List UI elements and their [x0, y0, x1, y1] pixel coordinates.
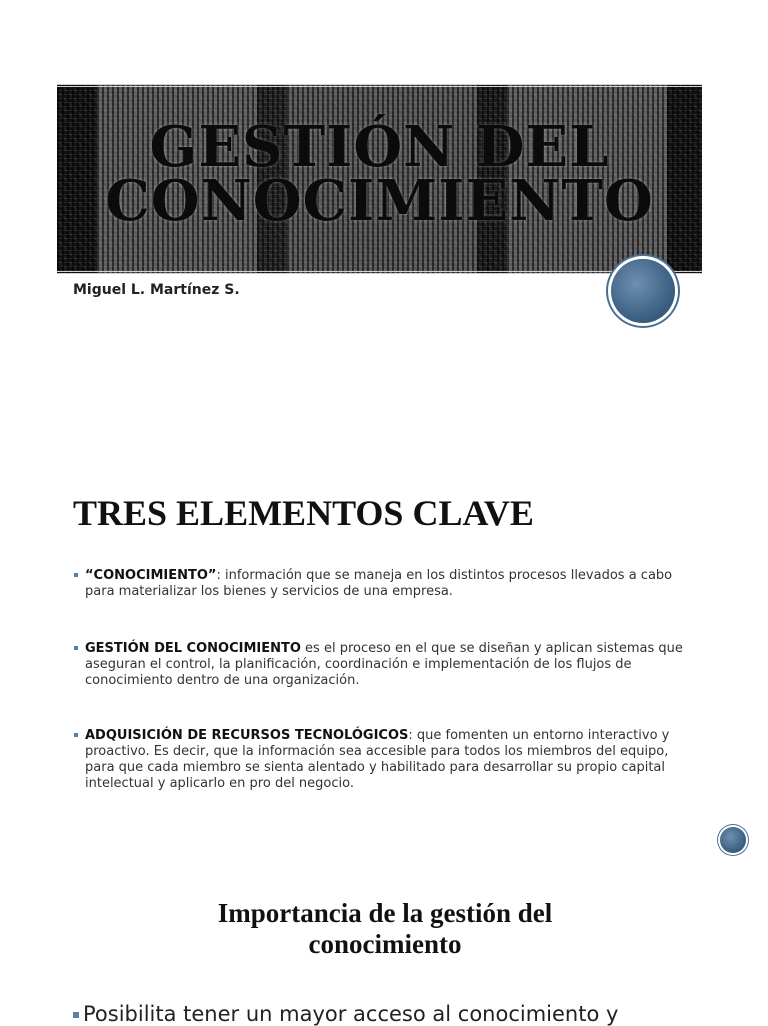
author-name: Miguel L. Martínez S.: [73, 282, 240, 298]
bullet-text: es el proceso en el que se diseñan y aplican sistemas que aseguran el control, la planificación, coordinación e implementación de los flujos de conocimiento dentro de una organización.: [85, 641, 683, 688]
bullet-bold-term: GESTIÓN DEL CONOCIMIENTO: [85, 641, 301, 656]
bullet-text: : que fomenten un entorno interactivo y proactivo. Es decir, que la información sea accesible para todos los miembros del equipo, para que cada miembro se sienta alentado y habilitado para desarrollar su propio capital intelectual y aplicarlo en pro del negocio.: [85, 728, 670, 791]
bullet-square-icon: [73, 1012, 79, 1018]
decorative-circle-icon: [611, 259, 675, 323]
list-item: [73, 568, 693, 600]
slide-subtitle: Importancia de la gestión del conocimiento: [217, 898, 553, 959]
list-item: [73, 1002, 753, 1026]
slide-title-line-1: GESTIÓN DEL: [149, 114, 610, 180]
slide-title-line-2: CONOCIMIENTO: [105, 168, 654, 234]
bullet-text: Posibilita tener un mayor acceso al conocimiento y: [83, 1002, 619, 1026]
bullet-bold-term: ADQUISICIÓN DE RECURSOS TECNOLÓGICOS: [85, 728, 409, 743]
slide-title: [57, 114, 702, 234]
bullet-text: : información que se maneja en los distintos procesos llevados a cabo para materializar los bienes y servicios de una empresa.: [85, 568, 673, 599]
section-title: TRES ELEMENTOS CLAVE: [73, 493, 534, 533]
decorative-small-circle-icon: [720, 827, 746, 853]
list-item: [73, 641, 693, 689]
bullet-bold-term: “CONOCIMIENTO”: [85, 568, 217, 583]
list-item: [73, 728, 693, 792]
